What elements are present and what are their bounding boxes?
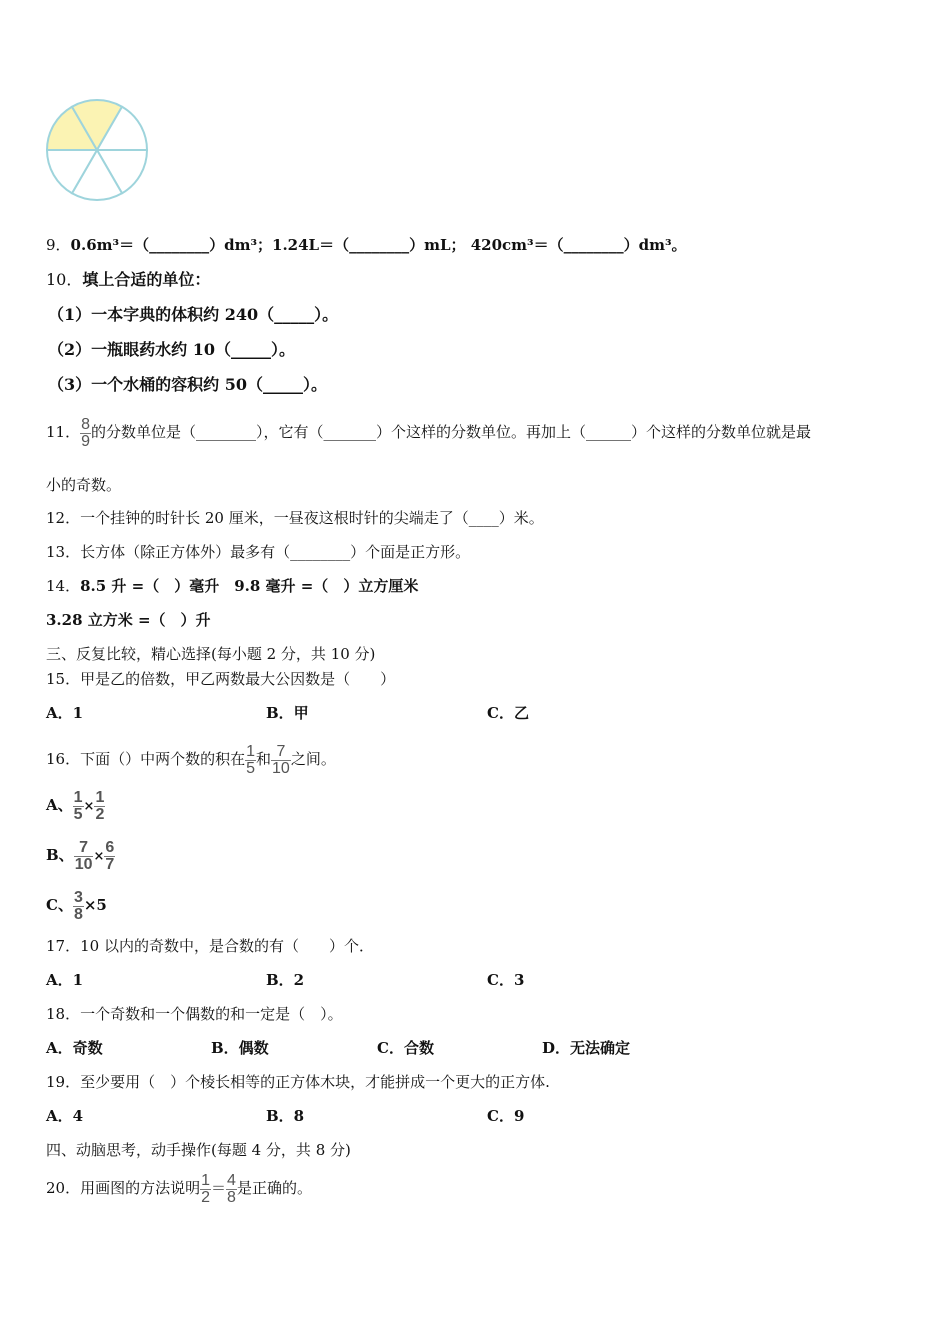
fraction-4-8: $\frac{4}{8}$ [227, 1171, 236, 1206]
q10-item-2: （2）一瓶眼药水约 10（_____）。 [48, 340, 295, 359]
question-19 [46, 1072, 550, 1092]
fraction-8-9: $\frac{8}{9}$ [81, 415, 90, 450]
q18-option-b[interactable]: B．偶数 [211, 1039, 269, 1057]
fraction-3-8: $\frac{3}{8}$ [73, 888, 83, 923]
q18-option-a[interactable]: A．奇数 [46, 1039, 103, 1057]
question-14 [46, 576, 418, 596]
fraction-7-10: $\frac{7}{10}$ [272, 742, 290, 777]
times-5: ×5 [83, 896, 107, 914]
q10-item-3: （3）一个水桶的容积约 50（_____）。 [48, 375, 327, 394]
fraction-1-5: $\frac{1}{5}$ [246, 742, 256, 777]
question-text: 甲是乙的倍数，甲乙两数最大公因数是（ ） [80, 670, 396, 688]
question-number: 17． [46, 937, 81, 955]
times-sign: × [83, 799, 95, 814]
question-12 [46, 508, 544, 528]
question-number: 19． [46, 1073, 81, 1091]
section-3-heading: 三、反复比较，精心选择(每小题 2 分，共 10 分) [46, 645, 376, 663]
question-text: 0.6m³＝（________）dm³；1.24L＝（________）mL； 420cm³＝（________）dm³。 [70, 236, 687, 254]
question-text: 一个挂钟的时针长 20 厘米，一昼夜这根时针的尖端走了（____）米。 [80, 509, 544, 527]
option-label: A、 [46, 796, 73, 814]
fraction-1-5: $\frac{1}{5}$ [73, 788, 83, 823]
question-text-post: 之间。 [290, 750, 336, 768]
question-number: 14． [46, 577, 81, 595]
times-sign: × [93, 849, 105, 864]
q16-option-a[interactable] [46, 781, 105, 831]
question-title: 填上合适的单位： [82, 270, 211, 289]
section-4-heading: 四、动脑思考，动手操作(每题 4 分，共 8 分) [46, 1141, 351, 1159]
question-20 [46, 1164, 312, 1212]
q16-option-c[interactable] [46, 881, 107, 929]
q10-item-1: （1）一本字典的体积约 240（_____）。 [48, 305, 339, 324]
question-15 [46, 669, 395, 689]
q19-option-b[interactable]: B．8 [266, 1107, 305, 1125]
question-number: 11． [46, 423, 81, 441]
q15-option-a[interactable]: A．1 [46, 704, 84, 722]
question-text-pre: 用画图的方法说明 [80, 1179, 201, 1197]
q18-option-c[interactable]: C．合数 [377, 1039, 434, 1057]
question-text-pre: 下面（）中两个数的积在 [80, 750, 246, 768]
fraction-6-7: $\frac{6}{7}$ [105, 838, 115, 873]
pie-figure [44, 97, 150, 203]
q17-option-b[interactable]: B．2 [266, 971, 305, 989]
q18-option-d[interactable]: D．无法确定 [542, 1039, 631, 1057]
option-label: B、 [46, 846, 74, 864]
equals-sign: ＝ [211, 1179, 227, 1197]
q15-option-b[interactable]: B．甲 [266, 704, 309, 722]
question-number: 20． [46, 1179, 81, 1197]
question-number: 9． [46, 236, 71, 254]
q15-option-c[interactable]: C．乙 [487, 704, 529, 722]
question-text: 10 以内的奇数中，是合数的有（ ）个． [80, 937, 374, 955]
question-text: 一个奇数和一个偶数的和一定是（ ）。 [80, 1005, 343, 1023]
question-number: 10． [46, 270, 83, 289]
question-text: 8.5 升 =（ ）毫升 9.8 毫升 =（ ）立方厘米 [80, 577, 419, 595]
q16-option-b[interactable] [46, 831, 115, 881]
option-label: C、 [46, 896, 73, 914]
question-text: 至少要用（ ）个棱长相等的正方体木块，才能拼成一个更大的正方体. [80, 1073, 550, 1091]
q17-option-a[interactable]: A．1 [46, 971, 84, 989]
question-13 [46, 542, 470, 562]
question-text-post: 是正确的。 [236, 1179, 312, 1197]
q19-option-a[interactable]: A．4 [46, 1107, 84, 1125]
question-18 [46, 1004, 343, 1024]
question-16 [46, 735, 336, 783]
question-17 [46, 936, 374, 956]
fraction-7-10: $\frac{7}{10}$ [74, 838, 93, 873]
fraction-1-2: $\frac{1}{2}$ [95, 788, 105, 823]
question-10 [46, 270, 210, 290]
question-9 [46, 235, 687, 255]
fraction-1-2: $\frac{1}{2}$ [201, 1171, 211, 1206]
question-text: 的分数单位是（________），它有（_______）个这样的分数单位。再加上（______）个这样的分数单位就是最 [91, 423, 812, 441]
question-number: 12． [46, 509, 81, 527]
question-number: 18． [46, 1005, 81, 1023]
question-11-cont: 小的奇数。 [46, 476, 122, 494]
question-number: 13． [46, 543, 81, 561]
question-text-mid: 和 [256, 750, 272, 768]
q19-option-c[interactable]: C．9 [487, 1107, 525, 1125]
question-number: 16． [46, 750, 81, 768]
question-number: 15． [46, 670, 81, 688]
q17-option-c[interactable]: C．3 [487, 971, 525, 989]
question-11 [46, 410, 811, 454]
question-14-cont: 3.28 立方米 =（ ）升 [46, 611, 211, 629]
question-text: 长方体（除正方体外）最多有（________）个面是正方形。 [80, 543, 471, 561]
